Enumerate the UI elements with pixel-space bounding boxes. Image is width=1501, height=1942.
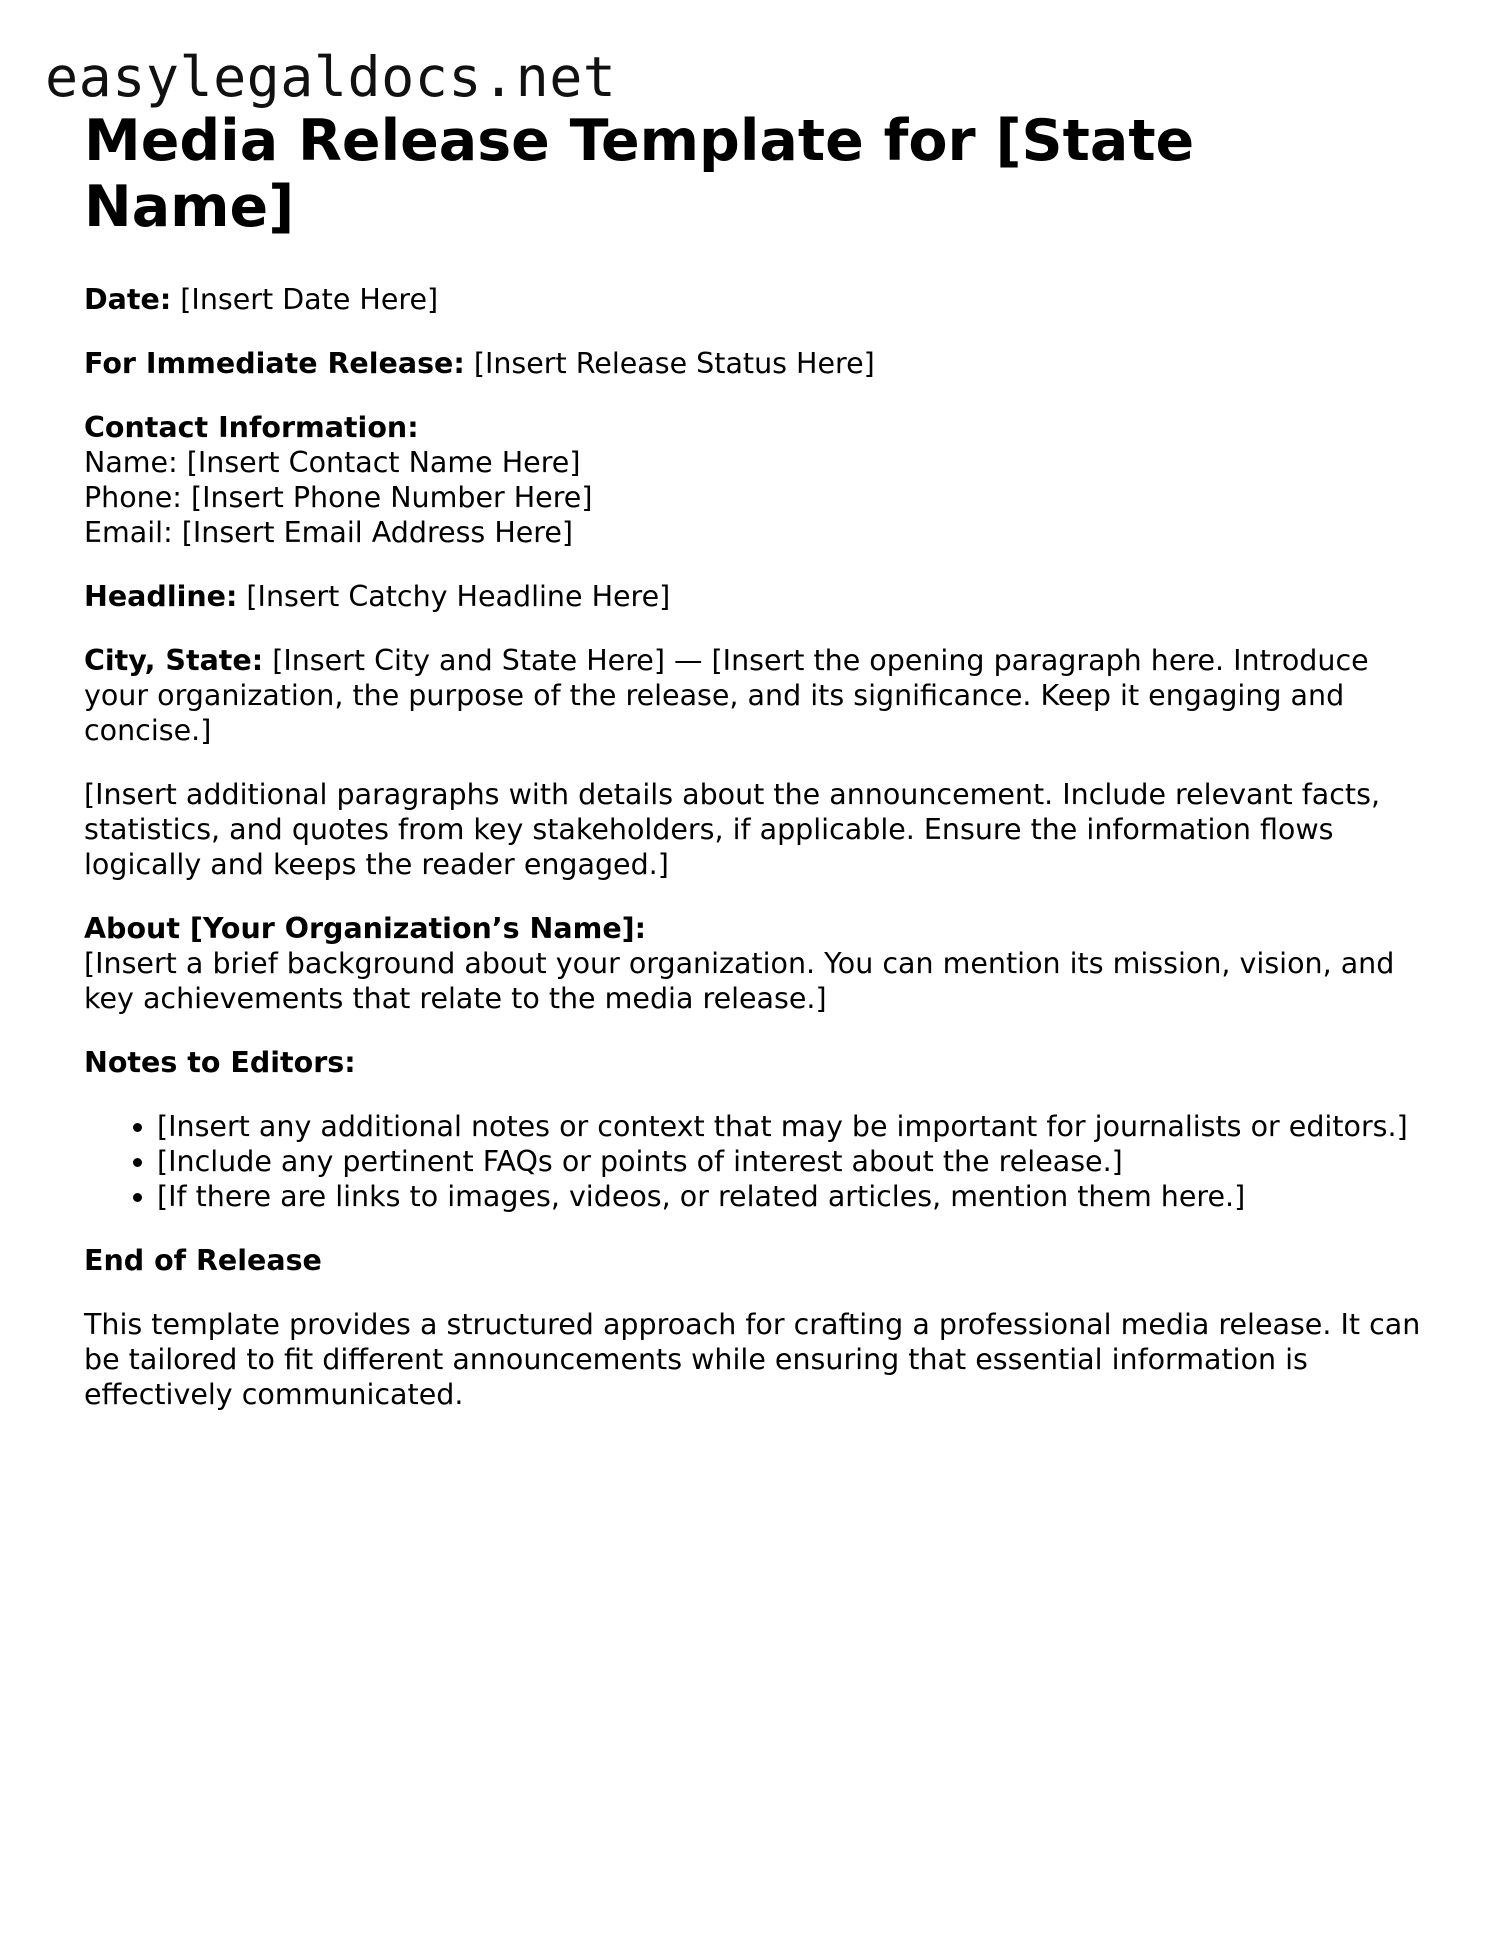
city-value: [Insert City and State Here] — [Insert the opening paragraph here. Introduce your organization, the purpose of the release, and its significance. Keep it engaging and concise.] bbox=[84, 644, 1369, 747]
notes-heading: Notes to Editors: bbox=[84, 1046, 356, 1079]
list-item: • [Include any pertinent FAQs or points of interest about the release.] bbox=[157, 1144, 1424, 1179]
end-of-release: End of Release bbox=[84, 1244, 322, 1277]
list-item: • [If there are links to images, videos, or related articles, mention them here.] bbox=[157, 1179, 1424, 1214]
about-block bbox=[84, 911, 1424, 1016]
contact-email: Email: [Insert Email Address Here] bbox=[84, 516, 574, 549]
date-label: Date: bbox=[84, 283, 172, 316]
release-value: [Insert Release Status Here] bbox=[464, 347, 875, 380]
city-paragraph bbox=[84, 643, 1424, 748]
release-label: For Immediate Release: bbox=[84, 347, 465, 380]
contact-block bbox=[84, 410, 1424, 550]
site-watermark: easylegaldocs.net bbox=[45, 45, 617, 109]
about-heading: About [Your Organization’s Name]: bbox=[84, 912, 647, 945]
release-line bbox=[84, 346, 1424, 381]
document-title: Media Release Template for [State Name] bbox=[84, 108, 1195, 240]
contact-name: Name: [Insert Contact Name Here] bbox=[84, 446, 581, 479]
date-line bbox=[84, 282, 1424, 317]
headline-value: [Insert Catchy Headline Here] bbox=[237, 580, 671, 613]
contact-heading: Contact Information: bbox=[84, 411, 419, 444]
headline-line bbox=[84, 579, 1424, 614]
additional-paragraph: [Insert additional paragraphs with details about the announcement. Include relevant facts, statistics, and quotes from key stakeholders, if applicable. Ensure the information flows logically and keeps the reader engaged.] bbox=[84, 778, 1381, 881]
city-label: City, State: bbox=[84, 644, 264, 677]
closing-paragraph: This template provides a structured approach for crafting a professional media release. It can be tailored to fit different announcements while ensuring that essential information is effectively communicated. bbox=[84, 1308, 1421, 1411]
date-value: [Insert Date Here] bbox=[171, 283, 439, 316]
list-item: • [Insert any additional notes or context that may be important for journalists or editors.] bbox=[157, 1109, 1424, 1144]
notes-list bbox=[84, 1109, 1424, 1214]
contact-phone: Phone: [Insert Phone Number Here] bbox=[84, 481, 593, 514]
headline-label: Headline: bbox=[84, 580, 238, 613]
about-text: [Insert a brief background about your organization. You can mention its mission, vision, and key achievements that relate to the media release.] bbox=[84, 947, 1395, 1015]
document-body bbox=[84, 108, 1424, 1412]
